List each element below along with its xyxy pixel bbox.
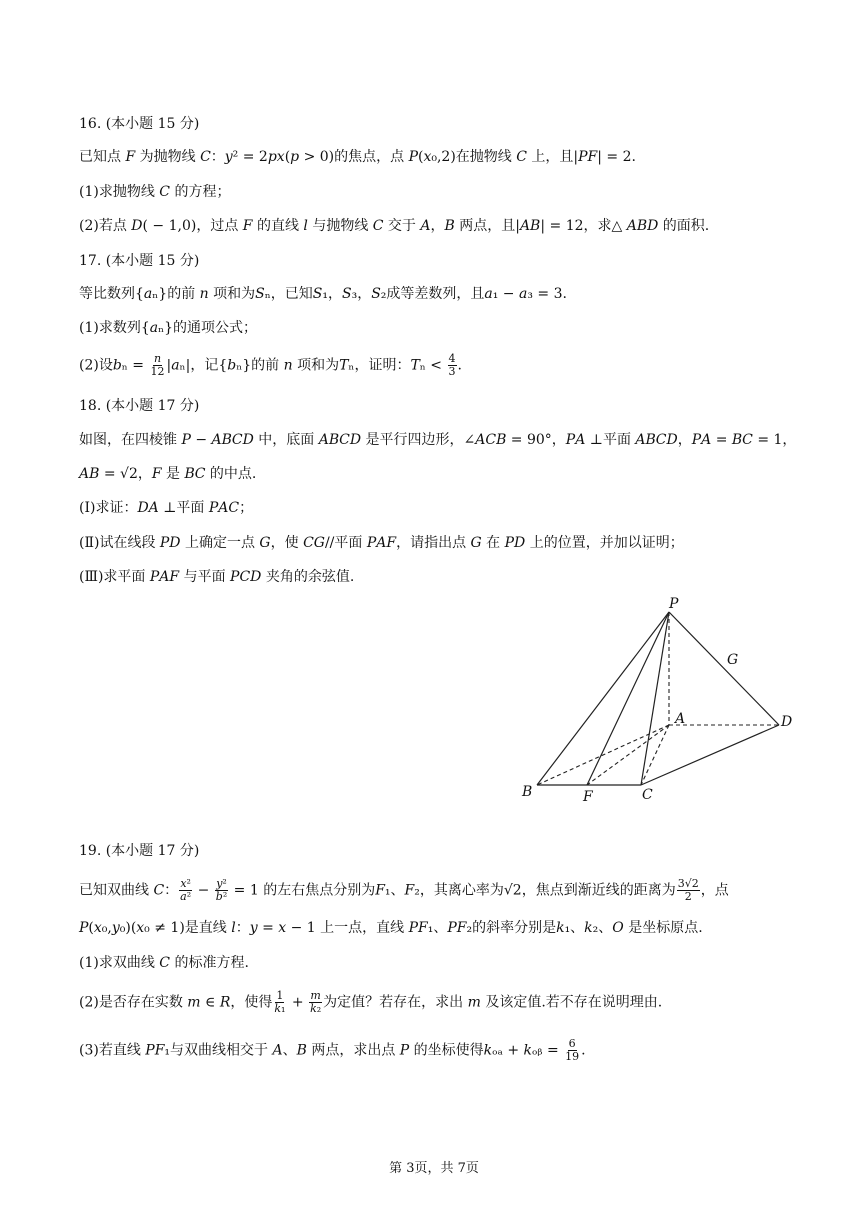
q19-stem-line2: 𝑃(𝑥₀,𝑦₀)(𝑥₀ ≠ 1)是直线 𝑙：𝑦 = 𝑥 − 1 上一点，直线 𝑃𝐹₁、𝑃𝐹₂的斜率分别是𝑘₁、𝑘₂、𝑂 是坐标原点. bbox=[79, 920, 703, 936]
edge-PD bbox=[669, 612, 779, 725]
edge-AF bbox=[587, 725, 669, 785]
q16-heading: 16. (本小题 15 分) bbox=[79, 116, 200, 132]
q17-part2-text-a: (2)设𝑏ₙ = bbox=[79, 357, 149, 374]
q19-part1: (1)求双曲线 𝐶 的标准方程. bbox=[79, 955, 249, 971]
fraction-denominator: 𝑘₂ bbox=[310, 1002, 322, 1015]
fraction-numerator: 4 bbox=[448, 352, 456, 365]
q18-part2: (Ⅱ)试在线段 𝑃𝐷 上确定一点 𝐺，使 𝐶𝐺//平面 𝑃𝐴𝐹，请指出点 𝐺 在 𝑃𝐷 上的位置，并加以证明； bbox=[79, 535, 684, 551]
q19-fraction-m-over-k2 bbox=[309, 990, 322, 1015]
fraction-denominator: 12 bbox=[150, 365, 165, 378]
q19-part3-text-b: . bbox=[581, 1042, 586, 1059]
fraction-numerator: 𝑛 bbox=[153, 352, 162, 365]
fraction-numerator: 𝑚 bbox=[310, 989, 321, 1002]
q18-part1: (Ⅰ)求证：𝐷𝐴 ⊥平面 𝑃𝐴𝐶； bbox=[79, 500, 254, 516]
q19-part2-text-b: 为定值？若存在，求出 𝑚 及该定值.若不存在说明理由. bbox=[323, 994, 663, 1011]
edge-AC bbox=[641, 725, 669, 785]
fraction-numerator: 1 bbox=[276, 989, 284, 1002]
q19-part3-text-a: (3)若直线 𝑃𝐹₁与双曲线相交于 𝐴、𝐵 两点，求出点 𝑃 的坐标使得𝑘ₒₐ + 𝑘ₒᵦ = bbox=[79, 1042, 564, 1059]
label-C: C bbox=[642, 787, 653, 803]
q19-plus: + bbox=[287, 994, 309, 1011]
edge-PF bbox=[587, 612, 669, 785]
fraction-denominator: 𝑏² bbox=[215, 890, 228, 903]
fraction-denominator: 2 bbox=[684, 890, 692, 903]
page-footer: 第 3页，共 7页 bbox=[389, 1161, 479, 1176]
q16-part2: (2)若点 𝐷( − 1,0)，过点 𝐹 的直线 𝑙 与抛物线 𝐶 交于 𝐴，𝐵 两点，且|𝐴𝐵| = 12，求△ 𝐴𝐵𝐷 的面积. bbox=[79, 218, 710, 234]
edge-PB bbox=[537, 612, 669, 785]
fraction-denominator: 3 bbox=[448, 365, 456, 378]
q19-fraction-y2-b2 bbox=[215, 878, 228, 903]
edge-PC bbox=[641, 612, 669, 785]
q17-part2-text-b: |𝑎ₙ|，记{𝑏ₙ}的前 𝑛 项和为𝑇ₙ，证明：𝑇ₙ < bbox=[166, 357, 447, 374]
q19-stem-text-a: 已知双曲线 𝐶： bbox=[79, 882, 179, 899]
label-A: A bbox=[675, 711, 686, 727]
q17-fraction-n-over-12 bbox=[149, 353, 165, 378]
q16-stem: 已知点 𝐹 为抛物线 𝐶：𝑦² = 2𝑝𝑥(𝑝 > 0)的焦点，点 𝑃(𝑥₀,2)在抛物线 𝐶 上，且|𝑃𝐹| = 2. bbox=[79, 149, 636, 165]
q18-heading: 18. (本小题 17 分) bbox=[79, 398, 200, 414]
q19-fraction-6-over-19 bbox=[564, 1038, 580, 1063]
label-F: F bbox=[583, 789, 593, 805]
q19-fraction-x2-a2 bbox=[179, 878, 192, 903]
fraction-denominator: 19 bbox=[565, 1050, 580, 1063]
label-D: D bbox=[781, 714, 793, 730]
q19-stem-text-c: ，点 bbox=[700, 882, 729, 899]
fraction-denominator: 𝑘₁ bbox=[274, 1002, 286, 1015]
q19-part2-text-a: (2)是否存在实数 𝑚 ∈ 𝑅，使得 bbox=[79, 994, 273, 1011]
q17-part1: (1)求数列{𝑎ₙ}的通项公式； bbox=[79, 320, 258, 336]
q19-stem-line1 bbox=[79, 878, 729, 903]
q19-minus: − bbox=[193, 882, 214, 899]
label-B: B bbox=[522, 784, 533, 800]
edge-AB bbox=[537, 725, 669, 785]
fraction-numerator: 6 bbox=[568, 1037, 576, 1050]
edge-CD bbox=[641, 725, 779, 785]
q19-part2 bbox=[79, 990, 662, 1015]
label-G: G bbox=[727, 652, 739, 668]
q18-stem-line2: 𝐴𝐵 = √2，𝐹 是 𝐵𝐶 的中点. bbox=[79, 466, 257, 482]
q19-stem-text-b: = 1 的左右焦点分别为𝐹₁、𝐹₂，其离心率为√2，焦点到渐近线的距离为 bbox=[229, 882, 676, 899]
q17-part2 bbox=[79, 353, 462, 378]
fraction-numerator: 𝑦² bbox=[216, 877, 227, 890]
q16-part1: (1)求抛物线 𝐶 的方程； bbox=[79, 184, 231, 200]
fraction-denominator: 𝑎² bbox=[180, 890, 192, 903]
q19-fraction-1-over-k1 bbox=[273, 990, 286, 1015]
q17-heading: 17. (本小题 15 分) bbox=[79, 253, 200, 269]
q19-heading: 19. (本小题 17 分) bbox=[79, 843, 200, 859]
fraction-numerator: 3√2 bbox=[677, 877, 699, 890]
q18-part3: (Ⅲ)求平面 𝑃𝐴𝐹 与平面 𝑃𝐶𝐷 夹角的余弦值. bbox=[79, 569, 355, 585]
pyramid-figure bbox=[515, 592, 805, 807]
q17-stem: 等比数列{𝑎ₙ}的前 𝑛 项和为𝑆ₙ，已知𝑆₁，𝑆₃，𝑆₂成等差数列，且𝑎₁ − 𝑎₃ = 3. bbox=[79, 286, 567, 302]
q17-fraction-4-over-3 bbox=[448, 353, 457, 378]
q19-part3 bbox=[79, 1038, 586, 1063]
q17-part2-text-c: . bbox=[457, 357, 462, 374]
label-P: P bbox=[669, 596, 679, 612]
fraction-numerator: 𝑥² bbox=[180, 877, 191, 890]
q18-stem-line1: 如图，在四棱锥 𝑃 − 𝐴𝐵𝐶𝐷 中，底面 𝐴𝐵𝐶𝐷 是平行四边形，∠𝐴𝐶𝐵 = 90°，𝑃𝐴 ⊥平面 𝐴𝐵𝐶𝐷，𝑃𝐴 = 𝐵𝐶 = 1， bbox=[79, 432, 797, 448]
q19-fraction-3root2-over-2 bbox=[677, 878, 700, 903]
